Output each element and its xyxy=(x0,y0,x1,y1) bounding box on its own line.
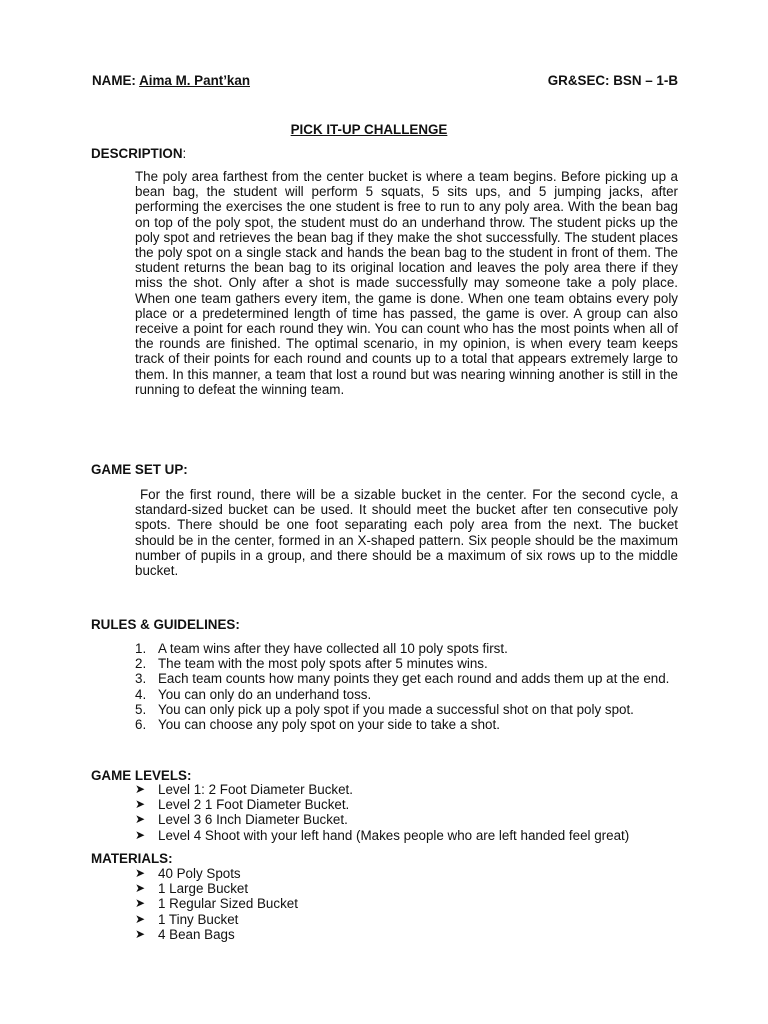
rule-number: 2. xyxy=(135,656,147,672)
rule-number: 1. xyxy=(135,641,147,656)
rule-item xyxy=(135,687,678,702)
arrowhead-bullet-icon: ➤ xyxy=(135,926,146,941)
grade-section-line xyxy=(548,73,678,88)
material-item xyxy=(135,927,695,942)
game-setup-paragraph: For the first round, there will be a sizable bucket in the center. For the second cycle, a standard-sized bucket can be used. It should meet the bucket after ten consecutive poly spots. There should be one foot separating each poly area from the next. The bucket should be in the center, formed in an X-shaped pattern. Six people should be the maximum number of pupils in a group, and there should be a maximum of six rows up to the middle bucket. xyxy=(135,487,678,579)
rule-text: You can only pick up a poly spot if you made a successful shot on that poly spot. xyxy=(158,701,634,717)
material-text: 1 Tiny Bucket xyxy=(158,911,239,927)
grade-section-label: GR&SEC: xyxy=(547,73,610,88)
rule-number: 4. xyxy=(135,686,147,702)
rule-number: 5. xyxy=(135,701,147,717)
arrowhead-bullet-icon: ➤ xyxy=(135,812,146,827)
rule-item xyxy=(135,717,678,732)
rule-item xyxy=(135,656,678,671)
rules-list xyxy=(135,641,678,732)
material-item xyxy=(135,912,695,927)
rule-text: A team wins after they have collected all 10 poly spots first. xyxy=(158,641,508,656)
name-label: NAME: xyxy=(92,73,136,88)
grade-section-value: BSN – 1-B xyxy=(613,73,678,88)
rule-item xyxy=(135,641,678,656)
arrowhead-bullet-icon: ➤ xyxy=(135,896,146,911)
level-text: Level 3 6 Inch Diameter Bucket. xyxy=(158,812,348,828)
material-text: 1 Large Bucket xyxy=(158,881,249,897)
description-heading xyxy=(91,146,186,161)
level-item xyxy=(135,797,695,812)
game-setup-heading: GAME SET UP: xyxy=(91,462,188,477)
level-item xyxy=(135,782,695,797)
document-title: PICK IT-UP CHALLENGE xyxy=(290,122,448,137)
rule-number: 3. xyxy=(135,671,147,687)
rule-item xyxy=(135,702,678,717)
level-text: Level 2 1 Foot Diameter Bucket. xyxy=(158,797,350,813)
rule-number: 6. xyxy=(135,717,147,733)
level-item xyxy=(135,812,695,827)
materials-heading: MATERIALS: xyxy=(91,851,173,866)
material-text: 4 Bean Bags xyxy=(158,926,235,942)
name-line xyxy=(92,73,250,88)
material-text: 40 Poly Spots xyxy=(158,866,241,881)
game-levels-heading: GAME LEVELS: xyxy=(91,768,192,783)
level-text: Level 1: 2 Foot Diameter Bucket. xyxy=(158,782,354,797)
arrowhead-bullet-icon: ➤ xyxy=(135,782,146,796)
arrowhead-bullet-icon: ➤ xyxy=(135,881,146,896)
rule-text: You can choose any poly spot on your side to take a shot. xyxy=(158,717,500,733)
student-name: Aima M. Pant’kan xyxy=(139,73,250,88)
rule-text: Each team counts how many points they get each round and adds them up at the end. xyxy=(158,671,670,687)
arrowhead-bullet-icon: ➤ xyxy=(135,797,146,812)
game-levels-list xyxy=(135,782,695,843)
level-text: Level 4 Shoot with your left hand (Makes people who are left handed feel great) xyxy=(158,827,630,843)
description-heading-text: DESCRIPTION xyxy=(91,146,183,161)
arrowhead-bullet-icon: ➤ xyxy=(135,911,146,926)
description-paragraph: The poly area farthest from the center bucket is where a team begins. Before picking up a bean bag, the student will perform 5 squats, 5 sits ups, and 5 jumping jacks, after performing the exercises the one student is free to run to any poly area. With the bean bag on top of the poly spot, the student must do an underhand throw. The student picks up the poly spot and retrieves the bean bag if they make the shot successfully. The student places the poly spot on a single stack and hands the bean bag to the student in front of them. The student returns the bean bag to its original location and leaves the poly area there if they miss the shot. Only after a shot is made successfully may someone take a poly place. When one team gathers every item, the game is done. When one team obtains every poly place or a predetermined length of time has passed, the game is over. A group can also receive a point for each round they win. You can count who has the most points when all of the rounds are finished. The optimal scenario, in my opinion, is when every team keeps track of their points for each round and counts up to a total that appears extremely large to them. In this manner, a team that lost a round but was nearing winning another is still in the running to defeat the winning team. xyxy=(135,169,678,397)
arrowhead-bullet-icon: ➤ xyxy=(135,866,146,880)
rule-text: You can only do an underhand toss. xyxy=(158,686,372,702)
arrowhead-bullet-icon: ➤ xyxy=(135,827,146,842)
material-text: 1 Regular Sized Bucket xyxy=(158,896,298,912)
rules-heading: RULES & GUIDELINES: xyxy=(91,617,240,632)
rule-text: The team with the most poly spots after 5 minutes wins. xyxy=(158,656,488,672)
description-heading-colon: : xyxy=(182,146,187,161)
material-item xyxy=(135,896,695,911)
level-item xyxy=(135,828,695,843)
rule-item xyxy=(135,671,678,686)
materials-list xyxy=(135,866,695,942)
material-item xyxy=(135,866,695,881)
material-item xyxy=(135,881,695,896)
